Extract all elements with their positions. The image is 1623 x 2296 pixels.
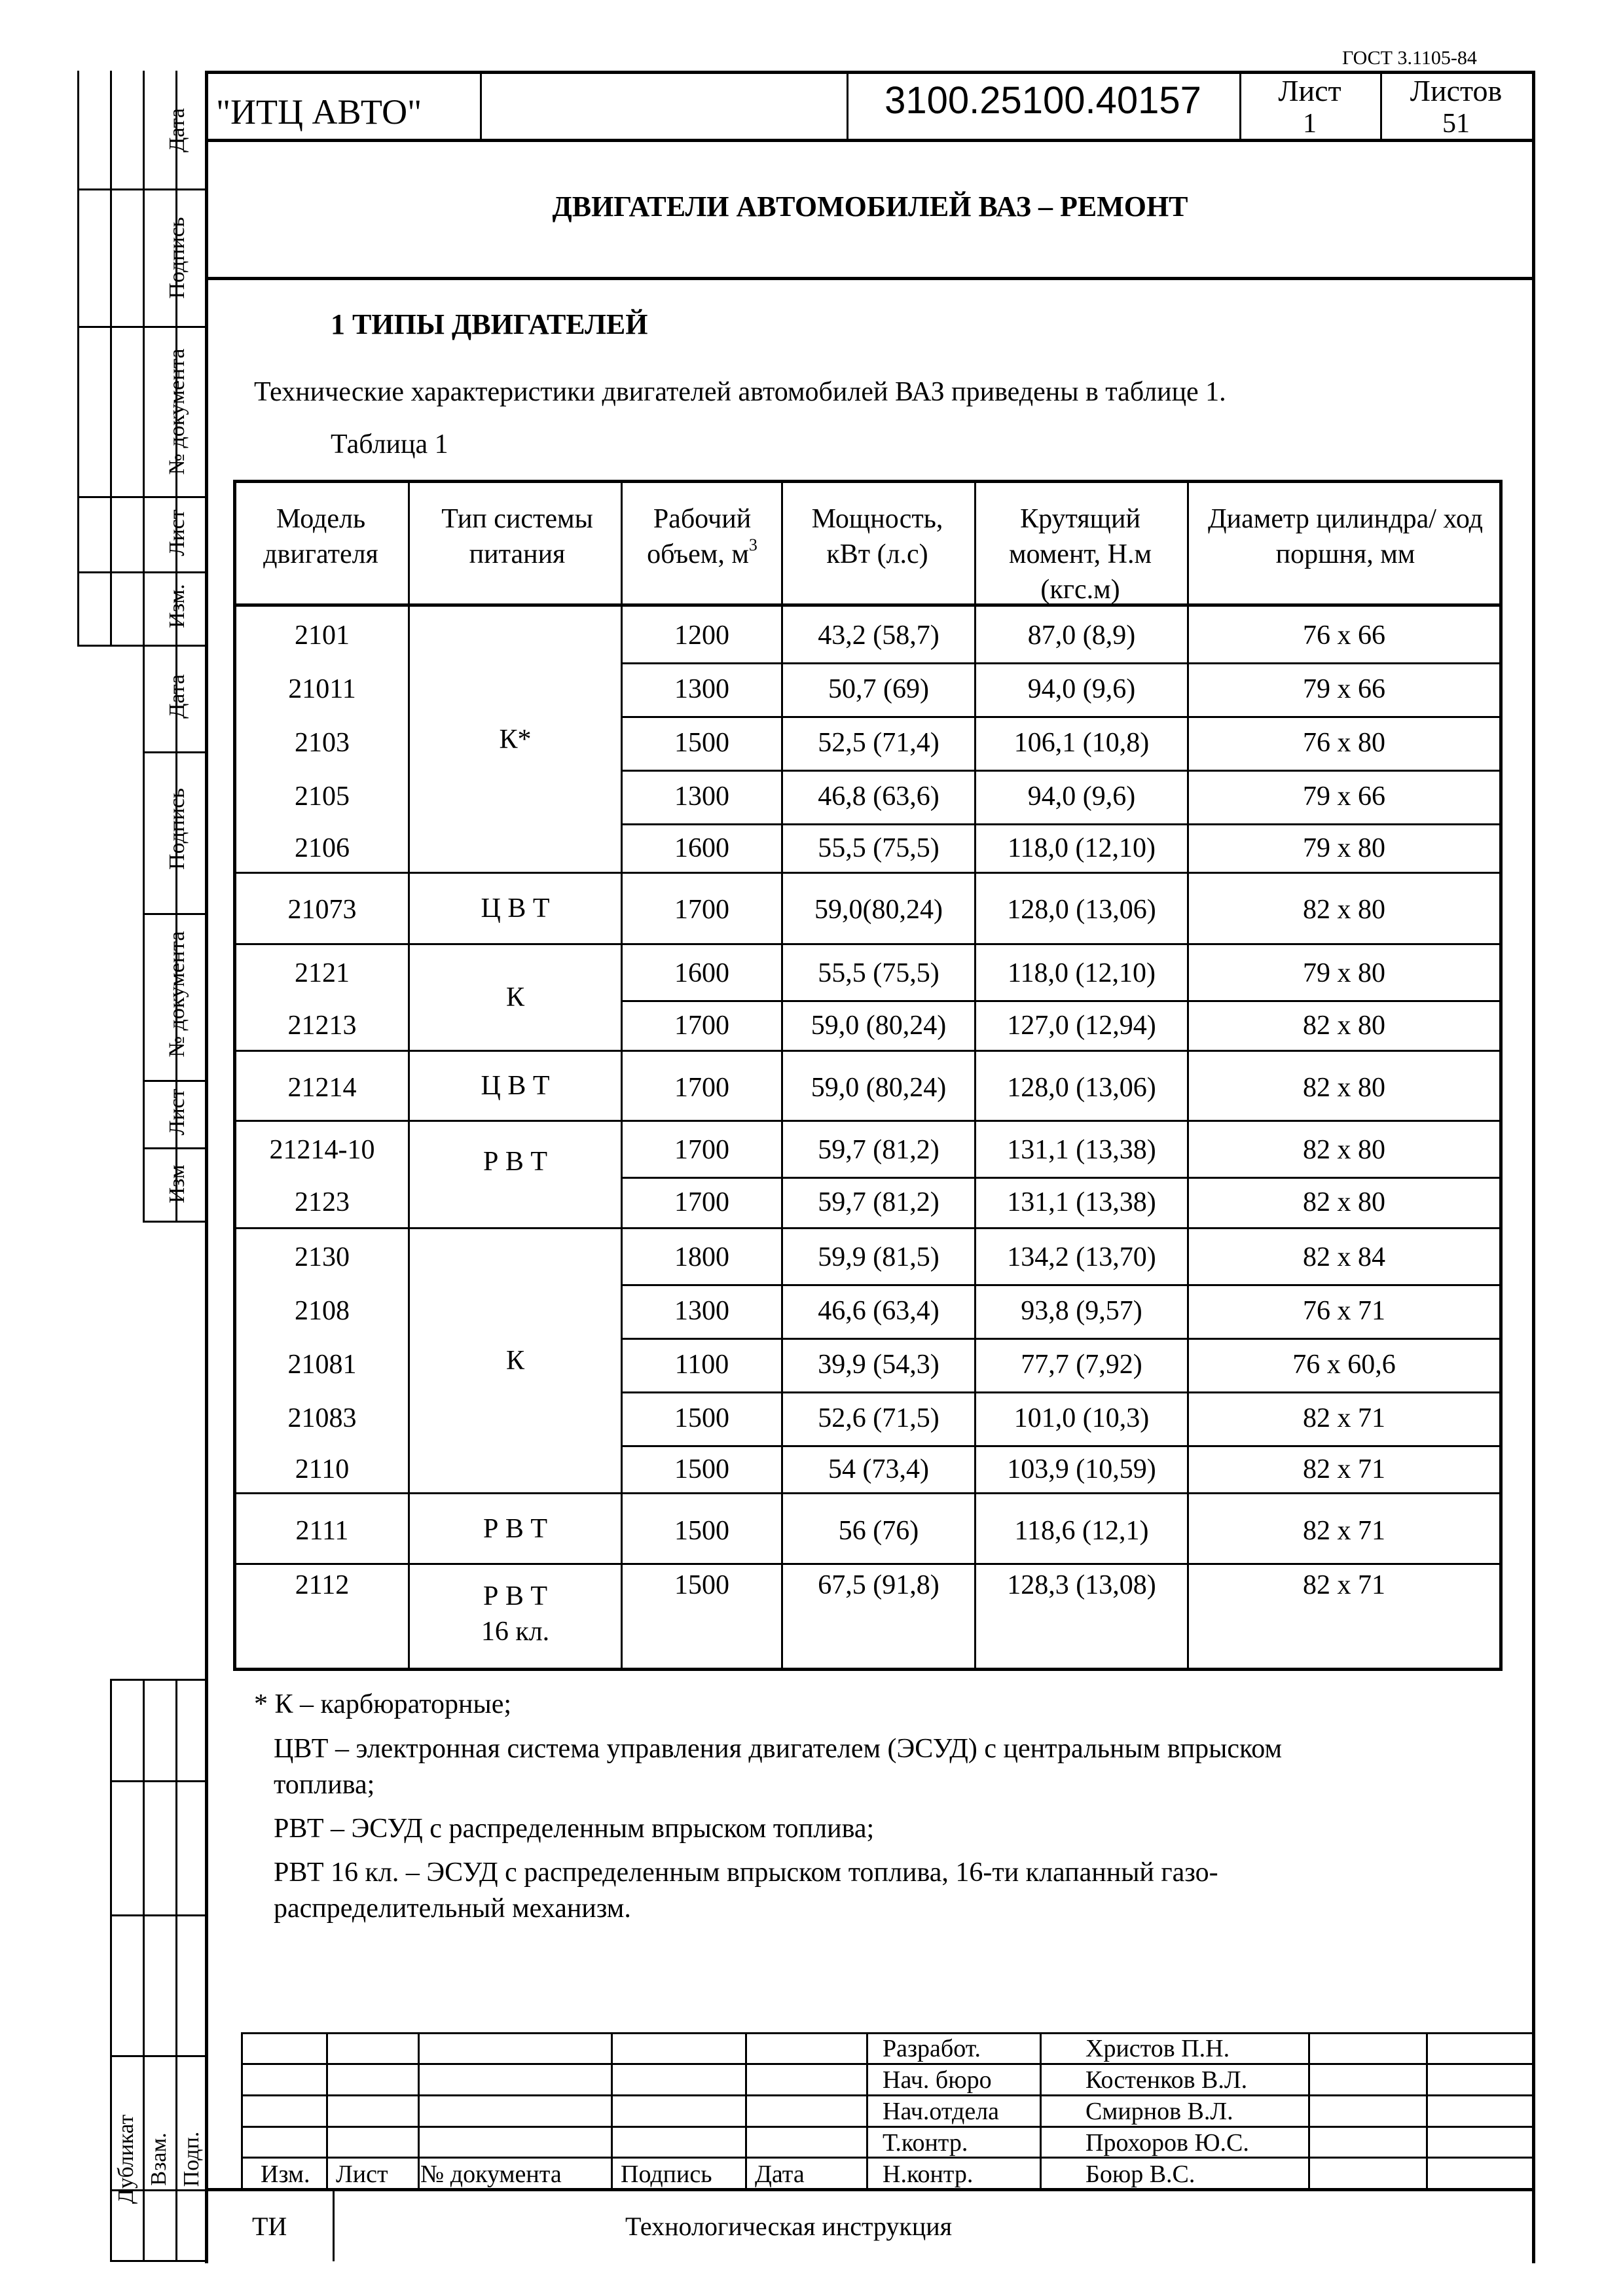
cell-volume: 1700	[674, 1135, 729, 1165]
cell-model: 2112	[295, 1570, 350, 1600]
cell-model: 21083	[287, 1403, 357, 1433]
margin-upper-date: Дата	[165, 108, 189, 152]
cell-power: 67,5 (91,8)	[818, 1570, 939, 1600]
cell-power: 52,5 (71,4)	[818, 728, 939, 758]
cell-power: 43,2 (58,7)	[818, 620, 939, 651]
cell-model: 2101	[295, 620, 350, 651]
cell-bore: 76 х 80	[1303, 728, 1385, 758]
cell-volume: 1500	[674, 1454, 729, 1484]
sheets-label: Листов	[1410, 74, 1503, 107]
footer-col-docnum: № документа	[420, 2161, 562, 2188]
cell-model: 2106	[295, 833, 350, 863]
footer-name-bureau: Костенков В.Л.	[1085, 2066, 1248, 2094]
cell-bore: 82 х 80	[1303, 1073, 1385, 1103]
cell-volume: 1300	[674, 674, 729, 704]
cell-power: 39,9 (54,3)	[818, 1350, 939, 1380]
cell-model: 2121	[295, 958, 350, 988]
footer-name-dev: Христов П.Н.	[1085, 2035, 1230, 2062]
fuel-group-k: К	[505, 982, 524, 1013]
page-title: ДВИГАТЕЛИ АВТОМОБИЛЕЙ ВАЗ – РЕМОНТ	[552, 190, 1188, 223]
cell-torque: 77,7 (7,92)	[1021, 1350, 1142, 1380]
cell-power: 59,9 (81,5)	[818, 1242, 939, 1272]
cell-model: 2111	[295, 1516, 349, 1546]
cell-torque: 128,3 (13,08)	[1007, 1570, 1156, 1600]
frame-left	[205, 71, 208, 2263]
cell-power: 54 (73,4)	[828, 1454, 929, 1484]
col-header-bore: Диаметр цилиндра/ ход поршня, мм	[1208, 504, 1483, 569]
footer-role-tcontr: Т.контр.	[883, 2129, 968, 2157]
cell-model: 2108	[295, 1296, 350, 1326]
cell-volume: 1500	[674, 1570, 729, 1600]
footer-name-tcontr: Прохоров Ю.С.	[1085, 2129, 1249, 2157]
margin-replace: Взам.	[147, 2132, 171, 2186]
doc-code: 3100.25100.40157	[884, 79, 1201, 122]
cell-torque: 118,6 (12,1)	[1014, 1516, 1149, 1546]
col-header-fuel: Тип системы питания	[441, 504, 593, 569]
cell-volume: 1700	[674, 1187, 729, 1217]
margin-mid-sign: Подпись	[165, 788, 189, 870]
cell-bore: 76 х 71	[1303, 1296, 1385, 1326]
cell-volume: 1700	[674, 895, 729, 925]
cell-model: 21214-10	[269, 1135, 375, 1165]
cell-volume: 1800	[674, 1242, 729, 1272]
intro-text: Технические характеристики двигателей автомобилей ВАЗ приведены в таблице 1.	[254, 377, 1226, 407]
cell-bore: 82 х 71	[1303, 1403, 1385, 1433]
margin-mid-sheet: Лист	[165, 1088, 189, 1136]
cell-volume: 1200	[674, 620, 729, 651]
cell-model: 21213	[287, 1011, 357, 1041]
standard-label: ГОСТ 3.1105-84	[1342, 47, 1477, 69]
frame-right	[1532, 71, 1535, 2263]
cell-volume: 1700	[674, 1011, 729, 1041]
margin-mid-change: Изм	[165, 1164, 189, 1204]
cell-torque: 118,0 (12,10)	[1008, 833, 1156, 863]
margin-upper-sheet: Лист	[165, 509, 189, 556]
cell-model: 2123	[295, 1187, 350, 1217]
footer-role-ncontr: Н.контр.	[883, 2161, 974, 2188]
note-cvt: ЦВТ – электронная система управления двигателем (ЭСУД) с центральным впрыском	[274, 1734, 1283, 1764]
footer-col-date: Дата	[755, 2161, 805, 2188]
margin-mid-date: Дата	[165, 674, 189, 719]
cell-power: 59,0(80,24)	[814, 895, 943, 925]
note-cvt-cont: топлива;	[274, 1770, 375, 1800]
fuel-group-rvt: Р В Т	[483, 1146, 548, 1177]
cell-model: 2105	[295, 781, 350, 812]
fuel-group-k-2: К	[505, 1346, 524, 1376]
cell-model: 21011	[288, 674, 356, 704]
cell-torque: 101,0 (10,3)	[1013, 1403, 1150, 1433]
cell-bore: 82 х 80	[1303, 1135, 1385, 1165]
cell-torque: 118,0 (12,10)	[1008, 958, 1156, 988]
footer-col-sign: Подпись	[621, 2161, 712, 2188]
fuel-group-rvt-2: Р В Т	[483, 1513, 548, 1544]
cell-torque: 94,0 (9,6)	[1027, 674, 1136, 704]
note-carb: * К – карбюраторные;	[254, 1689, 512, 1719]
cell-model: 21214	[287, 1073, 357, 1103]
col-header-model: Модель двигателя	[263, 504, 378, 569]
cell-volume: 1500	[674, 1403, 729, 1433]
cell-volume: 1700	[674, 1073, 729, 1103]
cell-power: 59,7 (81,2)	[818, 1187, 939, 1217]
footer-role-dept: Нач.отдела	[883, 2098, 1000, 2125]
cell-model: 2130	[295, 1242, 350, 1272]
col-header-power: Мощность, кВт (л.с)	[811, 504, 943, 569]
cell-bore: 79 х 80	[1303, 958, 1385, 988]
cell-bore: 82 х 71	[1303, 1516, 1385, 1546]
cell-model: 21073	[287, 895, 357, 925]
cell-model: 21081	[287, 1350, 357, 1380]
note-rvt16-cont: распределительный механизм.	[274, 1893, 631, 1924]
footer-name-ncontr: Боюр В.С.	[1085, 2161, 1195, 2188]
margin-duplicate: Дубликат	[114, 2114, 138, 2204]
cell-torque: 128,0 (13,06)	[1007, 1073, 1156, 1103]
margin-upper-docnum: № документа	[165, 348, 189, 475]
cell-power: 52,6 (71,5)	[818, 1403, 939, 1433]
cell-power: 59,0 (80,24)	[811, 1073, 947, 1103]
cell-torque: 131,1 (13,38)	[1007, 1135, 1156, 1165]
note-rvt: РВТ – ЭСУД с распределенным впрыском топлива;	[274, 1814, 875, 1844]
cell-torque: 87,0 (8,9)	[1027, 620, 1136, 651]
fuel-group-cvt: Ц В Т	[481, 893, 550, 924]
cell-volume: 1600	[674, 958, 729, 988]
margin-sign: Подп.	[179, 2131, 204, 2187]
cell-torque: 93,8 (9,57)	[1021, 1296, 1142, 1326]
cell-power: 50,7 (69)	[828, 674, 929, 704]
cell-volume: 1500	[674, 728, 729, 758]
footer-doc-type-name: Технологическая инструкция	[625, 2212, 953, 2241]
cell-power: 46,8 (63,6)	[818, 781, 939, 812]
cell-volume: 1300	[674, 1296, 729, 1326]
cell-bore: 76 х 60,6	[1292, 1350, 1396, 1380]
footer-role-bureau: Нач. бюро	[883, 2066, 992, 2094]
cell-power: 55,5 (75,5)	[818, 958, 939, 988]
note-rvt16: РВТ 16 кл. – ЭСУД с распределенным впрыском топлива, 16-ти клапанный газо-	[274, 1857, 1218, 1888]
footer-role-dev: Разработ.	[883, 2035, 981, 2062]
cell-model: 2103	[295, 728, 350, 758]
fuel-group-cvt-2: Ц В Т	[481, 1071, 550, 1101]
cell-power: 55,5 (75,5)	[818, 833, 939, 863]
sheet-value: 1	[1303, 109, 1317, 139]
col-header-torque: Крутящий момент, Н.м (кгс.м)	[1008, 504, 1152, 605]
cell-bore: 82 х 80	[1303, 1187, 1385, 1217]
fuel-group-rvt-16: Р В Т 16 кл.	[481, 1581, 550, 1647]
footer-name-dept: Смирнов В.Л.	[1085, 2098, 1233, 2125]
cell-power: 46,6 (63,4)	[818, 1296, 939, 1326]
margin-mid-docnum: № документа	[165, 931, 189, 1058]
cell-volume: 1100	[674, 1350, 729, 1380]
cell-bore: 82 х 80	[1303, 895, 1385, 925]
fuel-group-k-star: К*	[499, 724, 532, 755]
cell-model: 2110	[295, 1454, 350, 1484]
cell-bore: 82 х 71	[1303, 1570, 1385, 1600]
cell-bore: 79 х 66	[1303, 674, 1385, 704]
cell-torque: 131,1 (13,38)	[1007, 1187, 1156, 1217]
col-header-volume: Рабочий объем, $м^3$	[647, 504, 757, 569]
org-name: "ИТЦ АВТО"	[216, 92, 422, 132]
cell-bore: 82 х 80	[1303, 1011, 1385, 1041]
cell-bore: 76 х 66	[1303, 620, 1385, 651]
margin-upper-change: Изм.	[165, 584, 189, 628]
cell-torque: 127,0 (12,94)	[1007, 1011, 1156, 1041]
sheet-label: Лист	[1278, 74, 1341, 107]
cell-torque: 134,2 (13,70)	[1007, 1242, 1156, 1272]
cell-bore: 82 х 84	[1303, 1242, 1385, 1272]
cell-bore: 79 х 80	[1303, 833, 1385, 863]
cell-volume: 1600	[674, 833, 729, 863]
footer-col-change: Изм.	[261, 2161, 310, 2188]
cell-volume: 1300	[674, 781, 729, 812]
cell-power: 56 (76)	[838, 1516, 919, 1546]
section-title: 1 ТИПЫ ДВИГАТЕЛЕЙ	[331, 308, 648, 340]
footer-doc-type: ТИ	[252, 2212, 287, 2241]
table-caption: Таблица 1	[331, 429, 448, 459]
cell-torque: 103,9 (10,59)	[1007, 1454, 1156, 1484]
title-bottom-line	[205, 277, 1535, 280]
cell-bore: 82 х 71	[1303, 1454, 1385, 1484]
footer-col-sheet: Лист	[336, 2161, 388, 2188]
cell-torque: 94,0 (9,6)	[1027, 781, 1136, 812]
sheets-value: 51	[1442, 109, 1470, 139]
cell-torque: 106,1 (10,8)	[1013, 728, 1150, 758]
cell-bore: 79 х 66	[1303, 781, 1385, 812]
cell-volume: 1500	[674, 1516, 729, 1546]
cell-power: 59,7 (81,2)	[818, 1135, 939, 1165]
cell-torque: 128,0 (13,06)	[1007, 895, 1156, 925]
cell-power: 59,0 (80,24)	[811, 1011, 947, 1041]
margin-upper-sign: Подпись	[165, 217, 189, 299]
